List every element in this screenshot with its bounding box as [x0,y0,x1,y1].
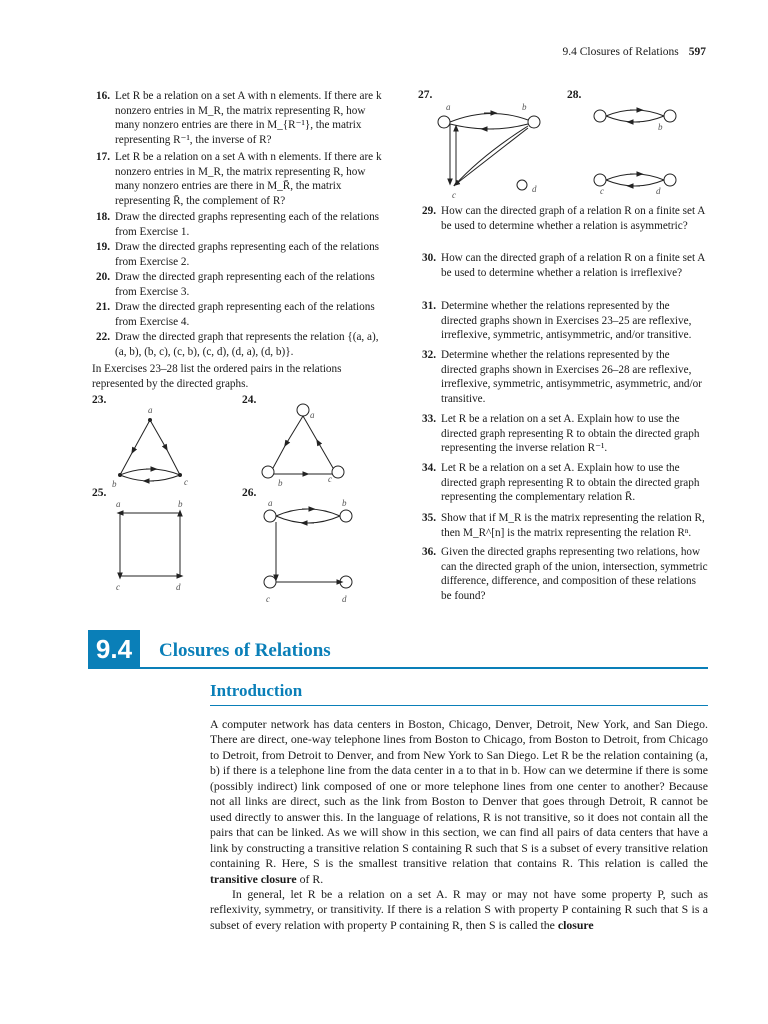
exercise-text: Let R be a relation on a set A. Explain how to use the directed graph representing R to obtain the directed graph representing the inverse relation R⁻¹. [441,413,700,455]
body-text [210,717,708,933]
exercise-number: 20. [96,271,110,283]
exercise-number: 36. [422,546,436,558]
edge-a-b-tail [273,444,286,468]
edge-a-b [133,420,150,451]
exercise-18 [92,210,382,239]
vertex-label-b: b [522,102,527,112]
running-head-section: 9.4 Closures of Relations [562,46,679,58]
edge-b-a [606,116,664,122]
loop-c [594,174,606,186]
page-number: 597 [688,46,706,58]
figure-label-26: 26. [242,487,257,499]
loop-b [262,466,274,478]
exercise-number: 30. [422,252,436,264]
exercise-36 [418,545,708,603]
vertex-label-c: c [266,594,270,604]
vertex-label-c: c [452,190,456,200]
loop-a [264,510,276,522]
exercise-16 [92,89,382,147]
exercise-text: Determine whether the relations represented by the directed graphs shown in Exercises 23–25 are reflexive, irreflexive, symmetric, antisymmetric, and/or transitive. [441,300,692,342]
paragraph-1-end: of R. [299,871,324,886]
loop-a [438,116,450,128]
edge-c-d [606,174,664,180]
loop-b [340,510,352,522]
vertex-label-c: c [116,582,120,592]
exercise-number: 19. [96,241,110,253]
edge-b-c [456,128,528,184]
exercise-text: How can the directed graph of a relation R on a finite set A be used to determine whether a relation is irreflexive? [441,252,705,279]
exercise-number: 21. [96,301,110,313]
subheading-introduction: Introduction [210,681,303,700]
section-rule [88,667,708,669]
loop-a [594,110,606,122]
exercise-text: Draw the directed graph representing each of the relations from Exercise 4. [115,301,375,328]
figure-label-28: 28. [567,89,582,101]
exercise-number: 16. [96,90,110,102]
vertex-c [178,473,182,477]
exercise-20 [92,270,382,299]
vertex-label-d: d [532,184,537,194]
vertex-label-b: b [278,478,283,488]
term-closure: closure [557,917,594,932]
vertex-label-c: c [328,474,332,484]
graph-23 [108,405,203,490]
vertex-a [148,418,152,422]
exercise-19 [92,240,382,269]
edge-c-a [318,442,333,468]
exercise-35 [418,511,708,540]
exercise-text: Draw the directed graphs representing each of the relations from Exercise 1. [115,211,380,238]
edge-a-c [150,420,166,448]
vertex-b [118,473,122,477]
figure-label-25: 25. [92,487,107,499]
exercise-text: Let R be a relation on a set A with n elements. If there are k nonzero entries in M_R, the matrix representing R, how many nonzero entries are there in M_R̄, the matrix representing R̄, the complement of R? [115,151,382,207]
exercises-instruction: In Exercises 23–28 list the ordered pairs in the relations represented by the directed graphs. [92,363,342,390]
vertex-label-b: b [342,498,347,508]
graph-24 [258,402,353,490]
vertex-label-b: b [178,499,183,509]
loop-a [297,404,309,416]
vertex-label-a: a [446,102,451,112]
edge-b-a [276,516,340,523]
exercise-22 [92,330,382,359]
graph-27 [432,100,542,202]
section-number-badge: 9.4 [88,630,140,668]
vertex-label-d: d [342,594,347,604]
figure-label-27: 27. [418,89,433,101]
exercise-31 [418,299,708,343]
graph-26 [258,498,358,608]
graph-25 [112,498,192,598]
vertex-label-c: c [600,186,604,196]
loop-b [664,110,676,122]
vertex-label-c: c [184,477,188,487]
figure-label-23: 23. [92,394,107,406]
vertex-label-b: b [112,479,117,489]
exercise-21 [92,300,382,329]
vertex-label-d: d [176,582,181,592]
exercise-34 [418,461,708,505]
edge-a-b [286,416,303,444]
vertex-label-a: a [116,499,121,509]
term-transitive-closure: transitive closure [210,871,297,886]
vertex-label-b: b [658,122,663,132]
graph-28 [590,100,690,200]
exercise-text: Draw the directed graphs representing each of the relations from Exercise 2. [115,241,380,268]
exercise-text: Given the directed graphs representing two relations, how can the directed graph of the union, intersection, symmetric difference, difference, and composition of these relations be found? [441,546,708,602]
loop-b [528,116,540,128]
running-head [562,46,706,58]
exercise-number: 32. [422,349,436,361]
exercise-number: 33. [422,413,436,425]
edge-b-a [450,124,528,129]
exercise-29 [418,204,708,233]
loop-c [264,576,276,588]
vertex-label-a: a [148,405,153,415]
edge-b-c [120,469,180,475]
subheading-rule [210,705,708,706]
figure-label-24: 24. [242,394,257,406]
exercise-number: 34. [422,462,436,474]
exercise-number: 18. [96,211,110,223]
loop-d [340,576,352,588]
exercise-number: 22. [96,331,110,343]
exercise-number: 35. [422,512,436,524]
paragraph-2 [210,887,708,933]
paragraph-1 [210,717,708,887]
loop-d [664,174,676,186]
edge-a-b [606,110,664,116]
exercise-text: How can the directed graph of a relation R on a finite set A be used to determine whether a relation is asymmetric? [441,205,705,232]
vertex-label-d: d [656,186,661,196]
paragraph-2-text: In general, let R be a relation on a set A. R may or may not have some property P, such as reflexivity, symmetry, or transitivity. If there is a relation S with property P containing R such that S is a subset of every relation with property P containing R, then S is called the [210,886,708,932]
exercise-text: Determine whether the relations represented by the directed graphs shown in Exercises 26–28 are reflexive, irreflexive, symmetric, antisymmetric, asymmetric, and/or transitive. [441,349,702,405]
loop-c [332,466,344,478]
exercise-text: Let R be a relation on a set A. Explain how to use the directed graph representing R to obtain the directed graph representing the complementary relation R̄. [441,462,700,504]
edge-c-b [120,475,180,481]
exercise-text: Show that if M_R is the matrix representing the relation R, then M_R^[n] is the matrix representing the relation Rⁿ. [441,512,705,539]
exercise-number: 29. [422,205,436,217]
exercise-number: 17. [96,151,110,163]
exercise-text: Draw the directed graph representing each of the relations from Exercise 3. [115,271,375,298]
exercise-32 [418,348,708,406]
vertex-label-a: a [268,498,273,508]
exercise-33 [418,412,708,456]
exercise-text: Draw the directed graph that represents the relation {(a, a), (a, b), (b, c), (c, b), (c, d), (d, a), (d, b)}. [115,331,379,358]
edge-a-b [450,113,528,122]
exercise-text: Let R be a relation on a set A with n elements. If there are k nonzero entries in M_R, the matrix representing R, how many nonzero entries are there in M_{R⁻¹}, the matrix representing R⁻¹, the inverse of R? [115,90,382,146]
section-title: Closures of Relations [159,640,331,661]
exercise-30 [418,251,708,280]
vertex-label-a: a [310,410,315,420]
loop-d [517,180,527,190]
edge-a-b [276,509,340,516]
paragraph-1-text: A computer network has data centers in Boston, Chicago, Denver, Detroit, New York, and San Diego. There are direct, one-way telephone lines from Boston to Chicago, from Boston to Detroit, from Chicago to Detroit, from Detroit to Denver, and from New York to San Diego. Let R be the relation containing (a, b) if there is a telephone line from the data center in a to that in b. How can we determine if there is some (possibly indirect) link composed of one or more telephone lines from one center to another? Because not all links are direct, such as the link from Boston to Denver that goes through Detroit, R cannot be used directly to answer this. In the language of relations, R is not transitive, so it does not contain all the pairs that can be linked. As we will show in this section, we can find all pairs of data centers that have a link by constructing a transitive relation S containing R such that S is a subset of every transitive relation containing R. Here, S is the smallest transitive relation that contains R. This relation is called the [210,717,708,871]
exercise-number: 31. [422,300,436,312]
exercise-17 [92,150,382,208]
